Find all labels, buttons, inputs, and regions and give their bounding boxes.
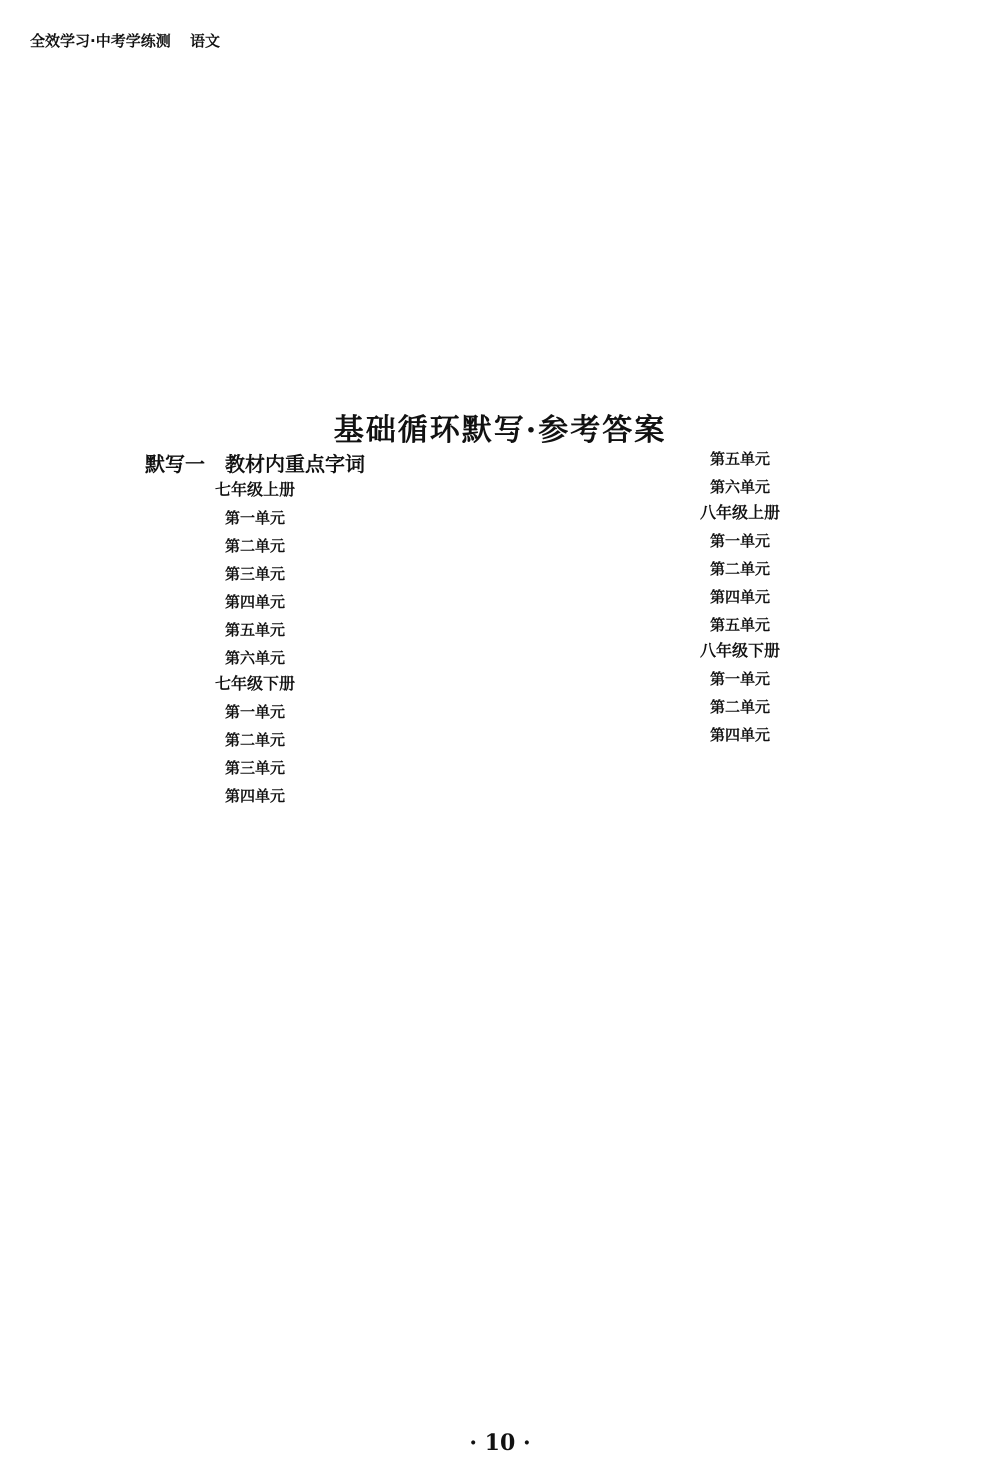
unit-title: 第一单元 [224,509,285,527]
unit-title: 第五单元 [224,621,285,639]
unit-title: 第六单元 [224,649,285,667]
unit-title: 第一单元 [709,670,770,688]
unit-title: 第三单元 [224,759,285,777]
grade-title: 七年级下册 [214,674,295,693]
page-header [30,30,234,51]
right-column [510,440,970,750]
unit-title: 第三单元 [224,565,285,583]
grade-title: 八年级下册 [699,641,780,660]
subject-label: 语文 [189,32,220,50]
grade-title: 七年级上册 [214,480,295,499]
unit-title: 第六单元 [709,478,770,496]
unit-title: 第四单元 [709,588,770,606]
unit-title: 第一单元 [224,703,285,721]
section-title: 基础循环默写·参考答案 [333,413,667,448]
unit-title: 第一单元 [709,532,770,550]
left-column [30,452,480,811]
unit-title: 第二单元 [224,731,285,749]
grade-title: 八年级上册 [699,503,780,522]
page-number: · 10 · [469,1430,531,1456]
unit-title: 第二单元 [709,698,770,716]
unit-title: 第二单元 [224,537,285,555]
unit-title: 第五单元 [709,616,770,634]
unit-title: 第四单元 [224,787,285,805]
unit-title: 第四单元 [224,593,285,611]
unit-title: 第四单元 [709,726,770,744]
unit-title: 第二单元 [709,560,770,578]
unit-title: 第五单元 [709,450,770,468]
series-title: 全效学习·中考学练测 [30,32,171,50]
left-subtitle: 默写一 教材内重点字词 [145,452,365,476]
